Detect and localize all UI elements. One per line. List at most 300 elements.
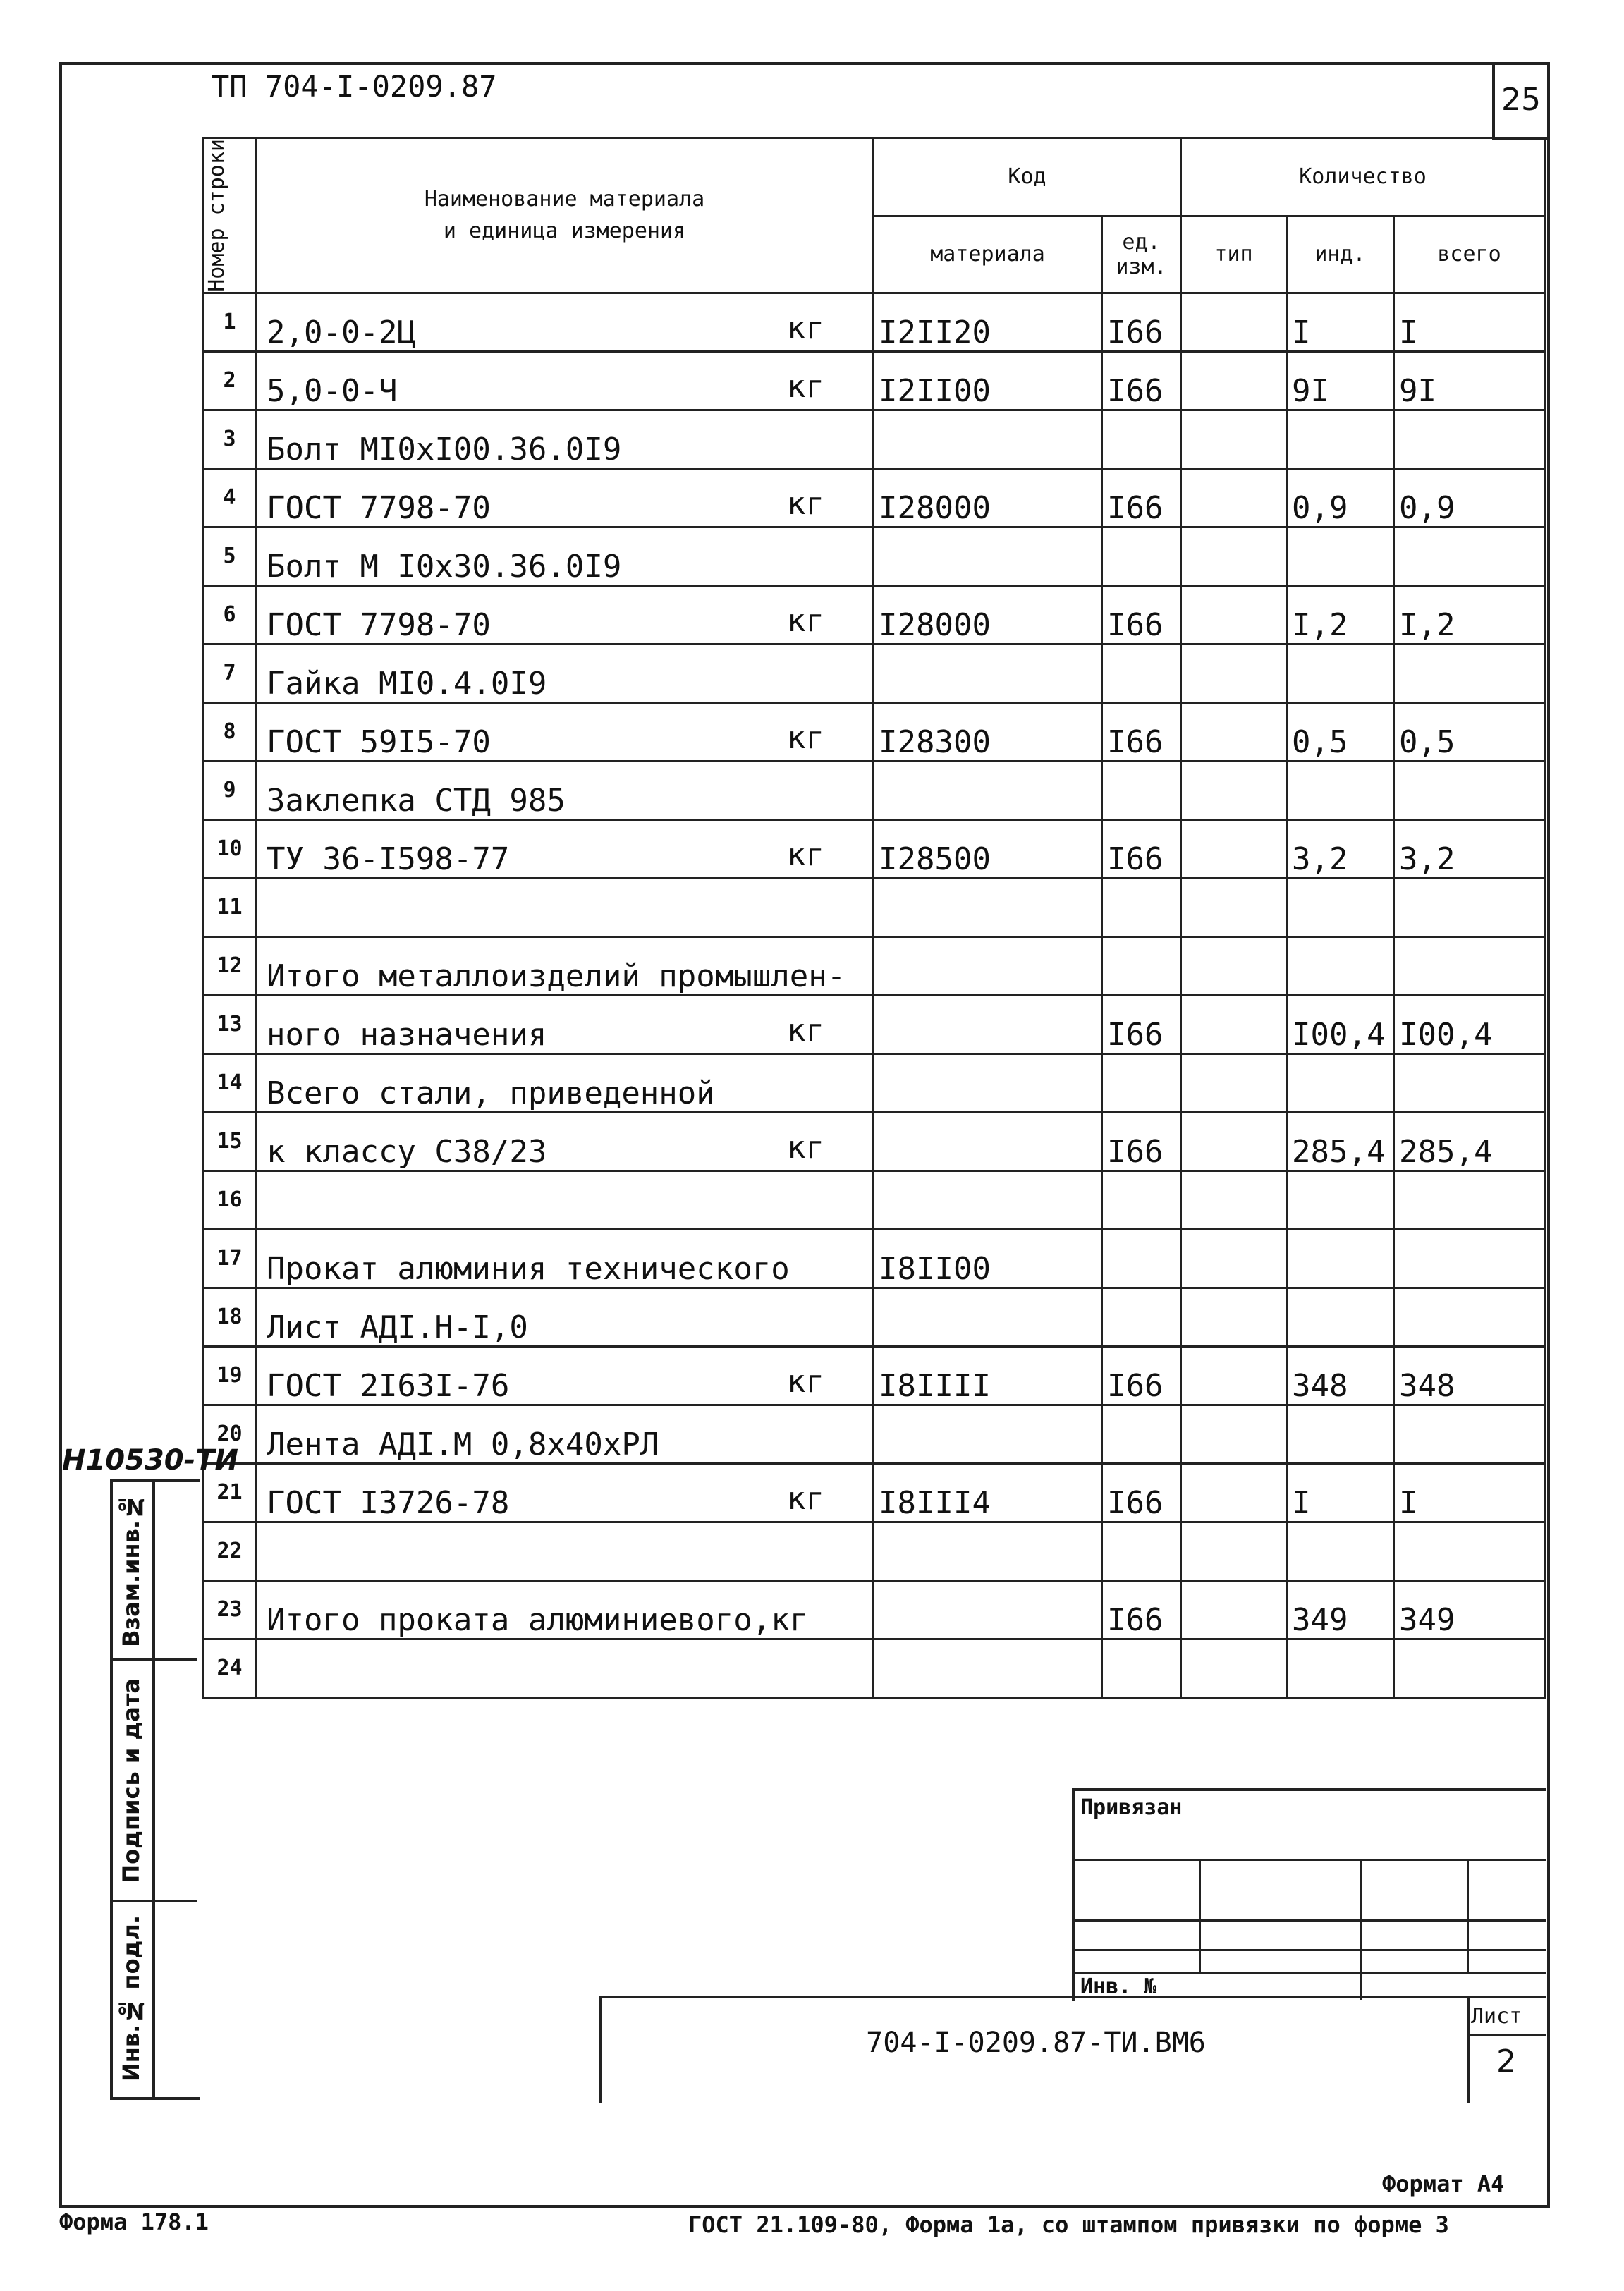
row-unit-code <box>1102 702 1181 761</box>
row-material-code-text: I8III4 <box>879 1484 991 1521</box>
row-qty-type <box>1181 351 1287 410</box>
row-qty-ind-text: I,2 <box>1292 606 1348 643</box>
row-unit-code <box>1102 585 1181 644</box>
row-unit-code-text: I66 <box>1107 723 1164 760</box>
row-number <box>204 1522 256 1580</box>
row-number <box>204 293 256 351</box>
title-block <box>599 1996 1546 2103</box>
row-unit-code <box>1102 1346 1181 1405</box>
row-name-text: Заклепка СТД 985 <box>267 782 566 819</box>
row-name <box>256 293 874 351</box>
row-material-code <box>874 1171 1102 1229</box>
row-name <box>256 1405 874 1463</box>
inv-no-label: Инв. № <box>1080 1974 1157 1999</box>
row-material-code <box>874 410 1102 468</box>
row-qty-type <box>1181 819 1287 878</box>
row-qty-total <box>1394 468 1545 527</box>
row-qty-ind-text: 0,9 <box>1292 489 1348 526</box>
format-label: Формат А4 <box>1382 2170 1505 2197</box>
row-qty-total-text: I <box>1399 314 1418 350</box>
row-material-code <box>874 1522 1102 1580</box>
row-qty-ind-text: 348 <box>1292 1367 1348 1404</box>
row-number-text: 4 <box>223 485 236 511</box>
table-row <box>204 293 1545 351</box>
row-name-text: 5,0-0-Ч <box>267 372 398 409</box>
row-unit-code <box>1102 936 1181 995</box>
row-qty-total <box>1394 702 1545 761</box>
row-material-code <box>874 1463 1102 1522</box>
row-name <box>256 1171 874 1229</box>
row-qty-total <box>1394 819 1545 878</box>
row-qty-ind-text: 9I <box>1292 372 1329 409</box>
row-qty-ind-text: 349 <box>1292 1601 1348 1638</box>
doc-title: 704-I-0209.87-ТИ.ВМ6 <box>866 2027 1206 2059</box>
row-name-text: Болт МI0xI00.36.0I9 <box>267 431 622 468</box>
row-qty-total-text: 9I <box>1399 372 1436 409</box>
row-number-text: 15 <box>216 1129 243 1154</box>
row-material-code <box>874 351 1102 410</box>
row-qty-total-text: I <box>1399 1484 1418 1521</box>
row-qty-total <box>1394 1405 1545 1463</box>
row-qty-total <box>1394 1522 1545 1580</box>
table-row <box>204 1346 1545 1405</box>
table-row <box>204 1112 1545 1171</box>
row-number <box>204 644 256 702</box>
table-row <box>204 1288 1545 1346</box>
row-name-text: Итого металлоизделий промышлен- <box>267 958 846 994</box>
row-qty-ind <box>1287 410 1394 468</box>
row-qty-ind <box>1287 1522 1394 1580</box>
row-qty-type <box>1181 410 1287 468</box>
table-row <box>204 351 1545 410</box>
row-qty-total <box>1394 995 1545 1053</box>
table-row <box>204 878 1545 936</box>
row-name-text: Болт М I0x30.36.0I9 <box>267 548 622 585</box>
row-qty-ind-text: I <box>1292 1484 1311 1521</box>
row-material-code <box>874 1639 1102 1697</box>
row-number <box>204 1171 256 1229</box>
row-qty-ind <box>1287 293 1394 351</box>
row-qty-total <box>1394 878 1545 936</box>
row-name <box>256 1053 874 1112</box>
row-number-text: 6 <box>223 602 236 628</box>
row-unit-code <box>1102 1171 1181 1229</box>
table-row <box>204 1229 1545 1288</box>
row-name <box>256 878 874 936</box>
row-material-code <box>874 527 1102 585</box>
row-qty-total <box>1394 1346 1545 1405</box>
row-number <box>204 1053 256 1112</box>
col-code: Код <box>874 138 1181 216</box>
row-qty-type <box>1181 1288 1287 1346</box>
row-qty-total <box>1394 410 1545 468</box>
table-row <box>204 585 1545 644</box>
row-material-code-text: I28000 <box>879 606 991 643</box>
row-unit-code <box>1102 1405 1181 1463</box>
row-number-text: 23 <box>216 1597 243 1623</box>
row-number-text: 13 <box>216 1012 243 1037</box>
row-material-code <box>874 1288 1102 1346</box>
row-qty-total <box>1394 644 1545 702</box>
row-name-text: Всего стали, приведенной <box>267 1075 715 1111</box>
row-qty-total <box>1394 1463 1545 1522</box>
row-number-text: 5 <box>223 544 236 569</box>
row-name-text: Прокат алюминия технического <box>267 1250 790 1287</box>
row-number <box>204 527 256 585</box>
table-row <box>204 410 1545 468</box>
row-qty-ind <box>1287 995 1394 1053</box>
row-qty-ind-text: 0,5 <box>1292 723 1348 760</box>
table-row <box>204 819 1545 878</box>
row-qty-type <box>1181 1229 1287 1288</box>
row-qty-ind-text: I <box>1292 314 1311 350</box>
privyazan-label: Привязан <box>1080 1795 1183 1820</box>
row-name-text: ГОСТ 7798-70 <box>267 606 491 643</box>
row-name <box>256 1463 874 1522</box>
row-qty-type <box>1181 878 1287 936</box>
row-qty-type <box>1181 1171 1287 1229</box>
row-unit-code <box>1102 1112 1181 1171</box>
row-material-code-text: I28500 <box>879 841 991 877</box>
row-unit-code-text: I66 <box>1107 372 1164 409</box>
row-name-text: ГОСТ 2I63I-76 <box>267 1367 510 1404</box>
row-name <box>256 995 874 1053</box>
col-qty-type: тип <box>1181 216 1287 293</box>
materials-table <box>202 137 1546 1699</box>
col-code-material: материала <box>874 216 1102 293</box>
form-label: Форма 178.1 <box>59 2208 209 2235</box>
row-number-text: 24 <box>216 1656 243 1681</box>
row-qty-type <box>1181 468 1287 527</box>
row-unit-text: кг <box>787 310 824 346</box>
row-number <box>204 1112 256 1171</box>
row-unit-text: кг <box>787 485 824 522</box>
binding-stamp <box>1072 1788 1546 2001</box>
row-material-code <box>874 878 1102 936</box>
row-unit-code-text: I66 <box>1107 314 1164 350</box>
row-number-text: 16 <box>216 1187 243 1213</box>
row-qty-ind <box>1287 878 1394 936</box>
row-material-code <box>874 1229 1102 1288</box>
row-qty-ind <box>1287 468 1394 527</box>
row-number-text: 19 <box>216 1363 243 1388</box>
row-qty-total <box>1394 1053 1545 1112</box>
row-unit-text: кг <box>787 1012 824 1049</box>
row-name-text: ГОСТ 7798-70 <box>267 489 491 526</box>
row-unit-text: кг <box>787 1480 824 1517</box>
row-qty-type <box>1181 1580 1287 1639</box>
col-code-unit: ед. изм. <box>1102 216 1181 293</box>
col-name: Наименование материала и единица измерения <box>256 138 874 293</box>
row-qty-ind <box>1287 1053 1394 1112</box>
row-qty-total-text: 0,9 <box>1399 489 1455 526</box>
row-name <box>256 1580 874 1639</box>
row-unit-code-text: I66 <box>1107 1484 1164 1521</box>
row-qty-total-text: 3,2 <box>1399 841 1455 877</box>
row-number-text: 8 <box>223 719 236 745</box>
row-number-text: 10 <box>216 836 243 862</box>
row-number <box>204 878 256 936</box>
row-qty-ind <box>1287 702 1394 761</box>
row-material-code <box>874 644 1102 702</box>
col-qty-total: всего <box>1394 216 1545 293</box>
row-unit-code <box>1102 1229 1181 1288</box>
row-qty-total <box>1394 1112 1545 1171</box>
row-qty-type <box>1181 293 1287 351</box>
row-qty-ind <box>1287 1346 1394 1405</box>
row-name-text: Гайка МI0.4.0I9 <box>267 665 547 702</box>
row-number-text: 12 <box>216 953 243 979</box>
row-qty-total <box>1394 1580 1545 1639</box>
row-name <box>256 1112 874 1171</box>
row-name <box>256 644 874 702</box>
row-unit-code <box>1102 1288 1181 1346</box>
row-qty-type <box>1181 995 1287 1053</box>
row-qty-type <box>1181 1405 1287 1463</box>
table-row <box>204 702 1545 761</box>
row-number <box>204 585 256 644</box>
row-number <box>204 1580 256 1639</box>
table-row <box>204 936 1545 995</box>
row-qty-ind <box>1287 1288 1394 1346</box>
list-label: Лист <box>1471 2004 1522 2029</box>
row-name-text: 2,0-0-2Ц <box>267 314 416 350</box>
table-row <box>204 995 1545 1053</box>
row-unit-code <box>1102 878 1181 936</box>
row-material-code <box>874 761 1102 819</box>
row-material-code <box>874 1346 1102 1405</box>
row-unit-code-text: I66 <box>1107 489 1164 526</box>
row-number <box>204 761 256 819</box>
row-number <box>204 702 256 761</box>
row-number-text: 18 <box>216 1305 243 1330</box>
row-name-text: к классу С38/23 <box>267 1133 547 1170</box>
handwritten-ref: Н10530-ТИ <box>62 1444 238 1477</box>
row-name <box>256 410 874 468</box>
row-qty-ind <box>1287 585 1394 644</box>
row-qty-ind <box>1287 761 1394 819</box>
row-unit-code-text: I66 <box>1107 1367 1164 1404</box>
row-qty-type <box>1181 702 1287 761</box>
row-number <box>204 936 256 995</box>
row-qty-type <box>1181 1463 1287 1522</box>
row-name <box>256 819 874 878</box>
row-qty-type <box>1181 644 1287 702</box>
row-name <box>256 585 874 644</box>
row-unit-code <box>1102 761 1181 819</box>
row-number-text: 9 <box>223 778 236 803</box>
row-unit-text: кг <box>787 602 824 639</box>
row-qty-ind <box>1287 819 1394 878</box>
row-material-code <box>874 819 1102 878</box>
row-qty-total-text: 349 <box>1399 1601 1455 1638</box>
label-inv-podl: Инв.№ подл. <box>118 1915 145 2082</box>
row-number-text: 1 <box>223 310 236 335</box>
row-qty-total <box>1394 761 1545 819</box>
row-number <box>204 410 256 468</box>
row-qty-total-text: I00,4 <box>1399 1016 1493 1053</box>
table-row <box>204 1053 1545 1112</box>
row-qty-ind <box>1287 936 1394 995</box>
row-qty-total <box>1394 1288 1545 1346</box>
row-qty-type <box>1181 1639 1287 1697</box>
table-row <box>204 527 1545 585</box>
row-qty-type <box>1181 1522 1287 1580</box>
row-qty-ind <box>1287 351 1394 410</box>
row-unit-code <box>1102 1639 1181 1697</box>
row-qty-type <box>1181 1053 1287 1112</box>
row-number <box>204 468 256 527</box>
row-qty-ind <box>1287 527 1394 585</box>
row-qty-ind <box>1287 1463 1394 1522</box>
row-name-text: ГОСТ 59I5-70 <box>267 723 491 760</box>
label-podpis: Подпись и дата <box>118 1678 145 1883</box>
row-qty-type <box>1181 527 1287 585</box>
row-material-code <box>874 293 1102 351</box>
row-number-text: 2 <box>223 368 236 393</box>
row-qty-ind <box>1287 1639 1394 1697</box>
row-name <box>256 351 874 410</box>
row-unit-text: кг <box>787 1363 824 1400</box>
row-unit-code-text: I66 <box>1107 606 1164 643</box>
gost-note: ГОСТ 21.109-80, Форма 1а, со штампом привязки по форме 3 <box>688 2211 1449 2238</box>
row-number-text: 11 <box>216 895 243 920</box>
row-name-text: Итого проката алюминиевого,кг <box>267 1601 809 1638</box>
row-qty-total-text: 0,5 <box>1399 723 1455 760</box>
row-number-text: 7 <box>223 661 236 686</box>
row-unit-code-text: I66 <box>1107 841 1164 877</box>
row-qty-type <box>1181 1346 1287 1405</box>
table-row <box>204 1522 1545 1580</box>
row-number <box>204 1288 256 1346</box>
row-name-text: Лента АДI.М 0,8x40xРЛ <box>267 1426 659 1462</box>
row-qty-total <box>1394 1229 1545 1288</box>
row-material-code <box>874 1053 1102 1112</box>
row-material-code <box>874 995 1102 1053</box>
row-name <box>256 468 874 527</box>
row-material-code-text: I8IIII <box>879 1367 991 1404</box>
row-unit-code <box>1102 410 1181 468</box>
row-qty-total-text: I,2 <box>1399 606 1455 643</box>
row-qty-total <box>1394 351 1545 410</box>
row-name-text: ГОСТ I3726-78 <box>267 1484 510 1521</box>
row-qty-type <box>1181 1112 1287 1171</box>
row-number <box>204 819 256 878</box>
row-qty-type <box>1181 761 1287 819</box>
col-quantity: Количество <box>1181 138 1545 216</box>
list-number: 2 <box>1496 2043 1516 2079</box>
row-unit-text: кг <box>787 836 824 873</box>
row-qty-total <box>1394 293 1545 351</box>
row-unit-code <box>1102 351 1181 410</box>
row-name <box>256 1639 874 1697</box>
row-name <box>256 1229 874 1288</box>
row-number <box>204 1229 256 1288</box>
row-qty-total <box>1394 527 1545 585</box>
row-name-text: ТУ 36-I598-77 <box>267 841 510 877</box>
row-unit-code <box>1102 1580 1181 1639</box>
row-number-text: 17 <box>216 1246 243 1271</box>
row-material-code <box>874 936 1102 995</box>
row-name <box>256 936 874 995</box>
row-number <box>204 1346 256 1405</box>
table-row <box>204 1639 1545 1697</box>
row-qty-ind-text: I00,4 <box>1292 1016 1386 1053</box>
side-divider <box>152 1479 155 2097</box>
row-unit-code <box>1102 1463 1181 1522</box>
row-unit-text: кг <box>787 368 824 405</box>
row-qty-total <box>1394 585 1545 644</box>
row-material-code <box>874 585 1102 644</box>
row-qty-total <box>1394 936 1545 995</box>
row-unit-code-text: I66 <box>1107 1601 1164 1638</box>
row-material-code-text: I2II00 <box>879 372 991 409</box>
row-unit-code <box>1102 819 1181 878</box>
row-number <box>204 1639 256 1697</box>
doc-code-header: ТП 704-I-0209.87 <box>212 69 497 104</box>
row-number-text: 20 <box>216 1422 243 1447</box>
row-name <box>256 1288 874 1346</box>
row-qty-ind <box>1287 1229 1394 1288</box>
row-material-code-text: I28300 <box>879 723 991 760</box>
row-material-code <box>874 1580 1102 1639</box>
row-qty-ind <box>1287 1580 1394 1639</box>
row-unit-code-text: I66 <box>1107 1133 1164 1170</box>
row-name-text: Лист АДI.Н-I,0 <box>267 1309 528 1345</box>
row-unit-code <box>1102 1053 1181 1112</box>
label-vzam: Взам.инв.№ <box>118 1493 145 1647</box>
row-unit-text: кг <box>787 719 824 756</box>
row-unit-code <box>1102 1522 1181 1580</box>
row-unit-code-text: I66 <box>1107 1016 1164 1053</box>
page-number: 25 <box>1492 62 1547 140</box>
row-material-code <box>874 468 1102 527</box>
row-number <box>204 351 256 410</box>
row-number-text: 21 <box>216 1480 243 1505</box>
row-qty-total <box>1394 1639 1545 1697</box>
table-row <box>204 1463 1545 1522</box>
row-material-code-text: I2II20 <box>879 314 991 350</box>
row-qty-total-text: 348 <box>1399 1367 1455 1404</box>
row-number-text: 14 <box>216 1070 243 1096</box>
row-qty-type <box>1181 936 1287 995</box>
row-name <box>256 1346 874 1405</box>
table-row <box>204 761 1545 819</box>
row-material-code-text: I8II00 <box>879 1250 991 1287</box>
row-qty-ind <box>1287 1405 1394 1463</box>
row-unit-code <box>1102 995 1181 1053</box>
col-qty-ind: инд. <box>1287 216 1394 293</box>
row-number-text: 3 <box>223 427 236 452</box>
row-qty-type <box>1181 585 1287 644</box>
row-qty-ind <box>1287 1112 1394 1171</box>
row-material-code <box>874 1405 1102 1463</box>
row-qty-ind <box>1287 644 1394 702</box>
table-row <box>204 1405 1545 1463</box>
row-name <box>256 761 874 819</box>
row-material-code <box>874 1112 1102 1171</box>
row-material-code <box>874 702 1102 761</box>
row-qty-total-text: 285,4 <box>1399 1133 1493 1170</box>
row-material-code-text: I28000 <box>879 489 991 526</box>
row-qty-ind-text: 285,4 <box>1292 1133 1386 1170</box>
row-unit-code <box>1102 468 1181 527</box>
row-unit-text: кг <box>787 1129 824 1166</box>
row-unit-code <box>1102 527 1181 585</box>
row-name <box>256 527 874 585</box>
table-row <box>204 468 1545 527</box>
col-row-number: Номер строки <box>204 138 256 293</box>
